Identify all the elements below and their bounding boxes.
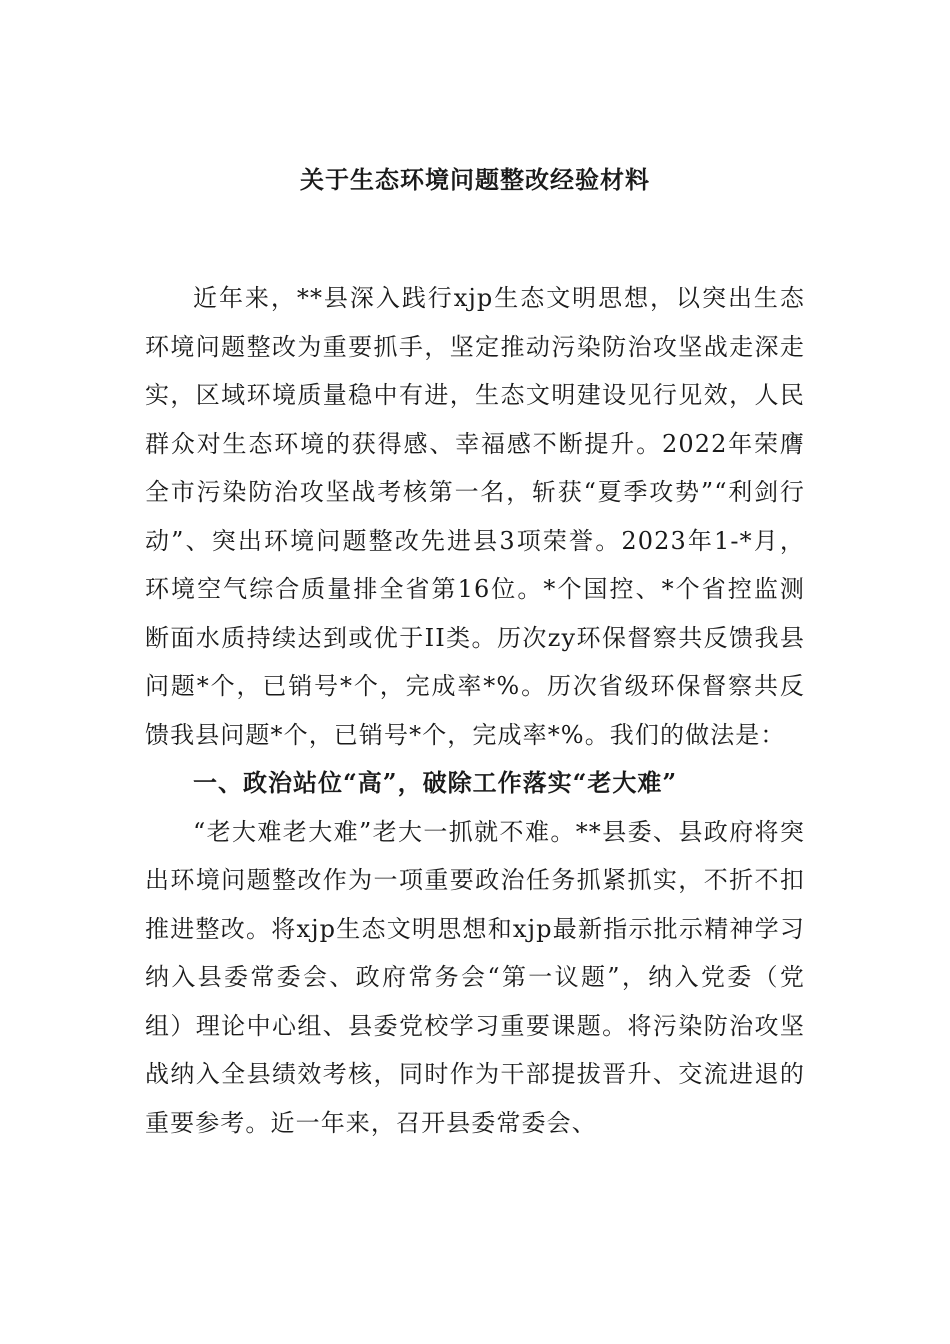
document-body xyxy=(145,274,805,1147)
document-title: 关于生态环境问题整改经验材料 xyxy=(300,165,650,194)
intro-paragraph: 近年来，**县深入践行xjp生态文明思想，以突出生态环境问题整改为重要抓手，坚定推动污染防治攻坚战走深走实，区域环境质量稳中有进，生态文明建设见行见效，人民群众对生态环境的获得感、幸福感不断提升。2022年荣膺全市污染防治攻坚战考核第一名，斩获“夏季攻势”“利剑行动”、突出环境问题整改先进县3项荣誉。2023年1-*月，环境空气综合质量排全省第16位。*个国控、*个省控监测断面水质持续达到或优于II类。历次zy环保督察共反馈我县问题*个，已销号*个，完成率*%。历次省级环保督察共反馈我县问题*个，已销号*个，完成率*%。我们的做法是： xyxy=(145,284,805,749)
section-1-paragraph: “老大难老大难”老大一抓就不难。**县委、县政府将突出环境问题整改作为一项重要政治任务抓紧抓实，不折不扣推进整改。将xjp生态文明思想和xjp最新指示批示精神学习纳入县委常委会、政府常务会“第一议题”，纳入党委（党组）理论中心组、县委党校学习重要课题。将污染防治攻坚战纳入全县绩效考核，同时作为干部提拔晋升、交流进退的重要参考。近一年来，召开县委常委会、 xyxy=(145,817,805,1137)
section-heading-1: 一、政治站位“高”，破除工作落实“老大难” xyxy=(193,768,678,797)
